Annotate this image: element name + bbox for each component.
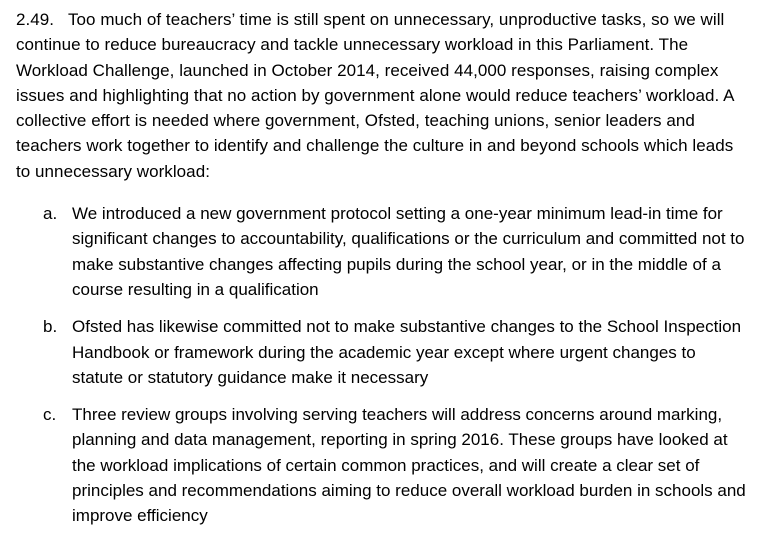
sub-item-list xyxy=(16,201,751,529)
paragraph-text: Too much of teachers’ time is still spent on unnecessary, unproductive tasks, so we will continue to reduce bureaucracy and tackle unnecessary workload in this Parliament. The Workload Challenge, launched in October 2014, received 44,000 responses, raising complex issues and highlighting that no action by government alone would reduce teachers’ workload. A collective effort is needed where government, Ofsted, teaching unions, senior leaders and teachers work together to identify and challenge the culture in and beyond schools which leads to unnecessary workload: xyxy=(16,10,734,181)
list-marker-c: c. xyxy=(43,405,57,425)
paragraph-number: 2.49. xyxy=(16,10,55,29)
list-item-text-b: Ofsted has likewise committed not to make substantive changes to the School Inspection Handbook or framework during the academic year except where urgent changes to statute or statutory guidance make it necessary xyxy=(72,317,742,387)
list-item-b xyxy=(16,314,751,390)
list-item-a xyxy=(16,201,751,302)
list-item-text-a: We introduced a new government protocol setting a one-year minimum lead-in time for significant changes to accountability, qualifications or the curriculum and committed not to make substantive changes affecting pupils during the school year, or in the middle of a course resulting in a qualification xyxy=(72,204,745,299)
paragraph-2-49 xyxy=(16,7,751,184)
list-marker-a: a. xyxy=(43,204,58,224)
list-marker-b: b. xyxy=(43,317,58,337)
list-item-c xyxy=(16,402,751,528)
list-item-text-c: Three review groups involving serving teachers will address concerns around marking, planning and data management, reporting in spring 2016. These groups have looked at the workload implications of certain common practices, and will create a clear set of principles and recommendations aiming to reduce overall workload burden in schools and improve efficiency xyxy=(72,405,746,526)
document-page xyxy=(16,7,751,541)
